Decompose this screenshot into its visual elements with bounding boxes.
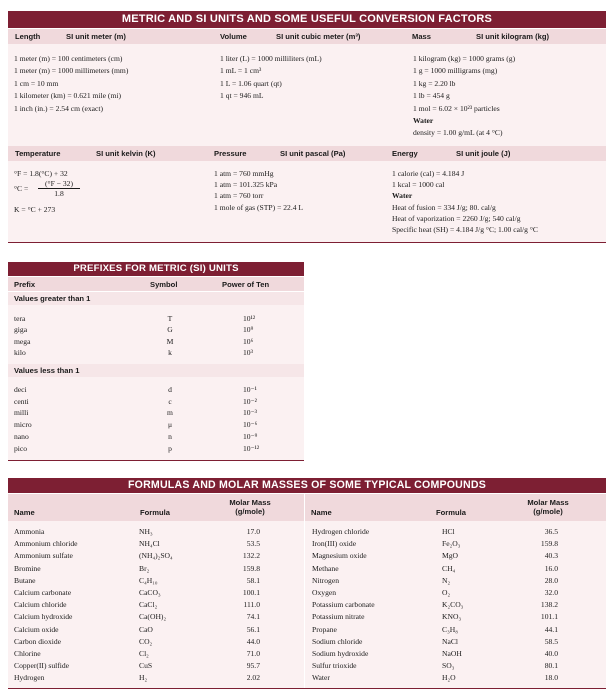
compounds-left-formulas xyxy=(139,526,173,685)
energy-header: Energy xyxy=(392,149,418,158)
compound-name: Propane xyxy=(312,624,337,634)
compound-name: Butane xyxy=(14,575,36,585)
compound-name: Calcium carbonate xyxy=(14,588,72,598)
compound-name: Calcium oxide xyxy=(14,624,59,634)
prefix-symbol: c xyxy=(168,396,172,406)
compound-mass: 28.0 xyxy=(544,575,558,585)
prefix-header: Prefix xyxy=(14,280,36,289)
compound-mass: 40.0 xyxy=(544,649,558,659)
energy-item: Specific heat (SH) = 4.184 J/g °C; 1.00 cal/g °C xyxy=(392,225,538,235)
compound-mass: 2.02 xyxy=(246,673,260,683)
compounds-header-row xyxy=(8,494,606,521)
energy-item: Heat of vaporization = 2260 J/g; 540 cal/g xyxy=(392,213,521,223)
prefix-name: mega xyxy=(14,336,31,346)
compound-mass: 44.0 xyxy=(246,636,260,646)
molar-mass-unit-header-left: (g/mole) xyxy=(235,507,265,516)
volume-item: 1 mL = 1 cm³ xyxy=(220,66,262,76)
prefix-name: micro xyxy=(14,420,32,430)
compound-name: Calcium hydroxide xyxy=(14,612,73,622)
compound-formula: O₂ xyxy=(442,588,451,598)
prefix-symbol: d xyxy=(168,385,172,394)
energy-item: 1 kcal = 1000 cal xyxy=(392,180,445,190)
compound-mass: 95.7 xyxy=(246,661,260,671)
compound-formula: HCl xyxy=(442,527,455,536)
compound-mass: 40.3 xyxy=(544,551,558,561)
prefix-power: 10⁻¹² xyxy=(243,443,260,453)
compounds-right-masses xyxy=(520,526,558,685)
volume-list xyxy=(220,53,322,103)
prefix-name: deci xyxy=(14,385,27,394)
compounds-title: FORMULAS AND MOLAR MASSES OF SOME TYPICAL COMPOUNDS xyxy=(8,478,606,493)
power-header: Power of Ten xyxy=(222,280,270,289)
compounds-right-formulas xyxy=(442,526,463,685)
length-item: 1 inch (in.) = 2.54 cm (exact) xyxy=(14,103,104,113)
energy-item: Heat of fusion = 334 J/g; 80. cal/g xyxy=(392,202,496,212)
mass-water-label: Water xyxy=(413,116,434,126)
less-than-1-label: Values less than 1 xyxy=(14,366,80,375)
pressure-item: 1 atm = 760 torr xyxy=(214,191,264,201)
prefix-power: 10⁶ xyxy=(243,336,254,346)
prefix-name: giga xyxy=(14,325,28,335)
symbol-header: Symbol xyxy=(150,280,178,289)
compound-formula: CaCO₃ xyxy=(139,588,161,598)
compound-formula: MgO xyxy=(442,551,459,561)
prefix-symbol: p xyxy=(168,443,172,453)
compound-formula: H₂O xyxy=(442,673,456,683)
temperature-item: °F = 1.8(°C) + 32 xyxy=(14,169,68,178)
prefix-symbol: μ xyxy=(167,420,173,430)
temperature-c-label: °C = xyxy=(14,184,29,193)
prefix-power: 10⁻³ xyxy=(243,408,257,418)
mass-item: density = 1.00 g/mL (at 4 °C) xyxy=(413,128,503,138)
mass-si-header: SI unit kilogram (kg) xyxy=(476,32,549,41)
length-item: 1 cm = 10 mm xyxy=(14,78,59,88)
prefix-power: 10⁻² xyxy=(243,396,257,406)
compound-name: Sodium hydroxide xyxy=(312,649,369,659)
compounds-left-names xyxy=(14,526,77,685)
compound-formula: NaCl xyxy=(442,636,459,646)
prefix-symbol: n xyxy=(168,431,172,441)
compound-formula: CuS xyxy=(139,661,153,671)
compound-mass: 80.1 xyxy=(544,661,558,671)
compound-name: Sulfur trioxide xyxy=(312,661,357,671)
pressure-item: 1 atm = 760 mmHg xyxy=(214,169,274,178)
volume-header: Volume xyxy=(220,32,247,41)
name-header-right: Name xyxy=(311,508,332,517)
compound-name: Ammonium chloride xyxy=(14,539,78,549)
compound-formula: Br₂ xyxy=(139,563,150,573)
compound-formula: N₂ xyxy=(442,575,451,585)
compounds-left-masses xyxy=(222,526,260,685)
prefix-power: 10⁻¹ xyxy=(243,385,257,394)
molar-mass-header-right: Molar Mass xyxy=(527,498,569,507)
prefix-name: pico xyxy=(14,443,28,453)
temperature-header: Temperature xyxy=(15,149,61,158)
compound-name: Water xyxy=(312,673,330,683)
prefix-symbol: T xyxy=(167,314,173,323)
metric-header-row-2 xyxy=(8,146,606,161)
compound-name: Carbon dioxide xyxy=(14,636,62,646)
compound-name: Bromine xyxy=(14,563,41,573)
compound-mass: 36.5 xyxy=(544,527,558,536)
length-item: 1 kilometer (km) = 0.621 mile (mi) xyxy=(14,91,121,101)
pressure-item: 1 atm = 101.325 kPa xyxy=(214,180,278,190)
energy-list xyxy=(392,168,538,235)
compound-formula: CH₄ xyxy=(442,563,456,573)
compound-mass: 58.1 xyxy=(246,575,260,585)
compound-name: Calcium chloride xyxy=(14,600,67,610)
compound-name: Hydrogen chloride xyxy=(312,527,370,536)
temperature-formula-c xyxy=(14,179,73,199)
compound-formula: (NH₄)₂SO₄ xyxy=(139,551,173,561)
temperature-item: K = °C + 273 xyxy=(14,205,56,214)
energy-si-header: SI unit joule (J) xyxy=(456,149,511,158)
compounds-body xyxy=(8,521,606,688)
prefix-power: 10⁹ xyxy=(243,325,254,335)
energy-water-label: Water xyxy=(392,191,413,201)
compound-mass: 71.0 xyxy=(246,649,260,659)
length-item: 1 meter (m) = 1000 millimeters (mm) xyxy=(14,66,129,76)
prefix-power: 10⁻⁹ xyxy=(243,431,258,441)
compound-formula: CaO xyxy=(139,624,153,634)
molar-mass-header-left: Molar Mass xyxy=(229,498,271,507)
compound-name: Ammonium sulfate xyxy=(14,551,73,561)
compound-mass: 159.8 xyxy=(540,539,558,549)
prefix-symbol: G xyxy=(167,325,173,335)
greater-symbol-col xyxy=(160,313,180,359)
length-si-header: SI unit meter (m) xyxy=(66,32,126,41)
compound-mass: 32.0 xyxy=(544,588,558,598)
prefixes-title: PREFIXES FOR METRIC (SI) UNITS xyxy=(8,262,304,276)
compound-name: Iron(III) oxide xyxy=(312,539,357,549)
temperature-si-header: SI unit kelvin (K) xyxy=(96,149,156,158)
compound-formula: Cl₂ xyxy=(139,649,149,659)
prefix-name: tera xyxy=(14,314,26,323)
compound-mass: 44.1 xyxy=(544,624,558,634)
energy-item: 1 calorie (cal) = 4.184 J xyxy=(392,169,465,178)
length-header: Length xyxy=(15,32,41,41)
compound-name: Ammonia xyxy=(14,527,45,536)
prefix-symbol: k xyxy=(168,348,172,358)
greater-than-1-label-bar xyxy=(8,292,304,305)
formula-header-right: Formula xyxy=(436,508,466,517)
mass-item: 1 kg = 2.20 lb xyxy=(413,78,456,88)
compound-name: Copper(II) sulfide xyxy=(14,661,70,671)
compounds-bottom-rule xyxy=(8,688,606,689)
mass-item: 1 kilogram (kg) = 1000 grams (g) xyxy=(413,54,516,63)
prefixes-bottom-rule xyxy=(8,460,304,461)
volume-item: 1 L = 1.06 quart (qt) xyxy=(220,78,282,88)
prefixes-less-body xyxy=(8,377,304,460)
compound-formula: C₄H₁₀ xyxy=(139,575,158,585)
compound-name: Sodium chloride xyxy=(312,636,363,646)
pressure-si-header: SI unit pascal (Pa) xyxy=(280,149,346,158)
prefixes-header-row xyxy=(8,277,304,291)
less-symbol-col xyxy=(160,384,180,454)
compound-mass: 101.1 xyxy=(540,612,558,622)
molar-mass-unit-header-right: (g/mole) xyxy=(533,507,563,516)
less-than-1-label-bar xyxy=(8,364,304,377)
less-prefix-col xyxy=(14,384,32,454)
compound-mass: 58.5 xyxy=(544,636,558,646)
compound-mass: 159.8 xyxy=(242,563,260,573)
compound-name: Magnesium oxide xyxy=(312,551,367,561)
pressure-header: Pressure xyxy=(214,149,247,158)
compound-mass: 138.2 xyxy=(540,600,558,610)
temperature-fraction-num: (°F − 32) xyxy=(38,179,80,189)
compound-formula: CaCl₂ xyxy=(139,600,158,610)
compound-formula: NaOH xyxy=(442,649,462,659)
compound-name: Hydrogen xyxy=(14,673,45,683)
compound-mass: 56.1 xyxy=(246,624,260,634)
prefixes-greater-body xyxy=(8,305,304,364)
metric-header-row xyxy=(8,29,606,44)
length-list xyxy=(14,53,128,115)
compound-mass: 100.1 xyxy=(242,588,260,598)
volume-item: 1 qt = 946 mL xyxy=(220,91,264,101)
mass-header: Mass xyxy=(412,32,431,41)
metric-bottom-rule xyxy=(8,242,606,243)
prefix-power: 10³ xyxy=(243,348,253,358)
compound-name: Oxygen xyxy=(312,588,337,598)
mass-item: 1 lb = 454 g xyxy=(413,91,450,101)
name-header-left: Name xyxy=(14,508,35,517)
compound-formula: KNO₃ xyxy=(442,612,462,622)
compound-formula: Ca(OH)₂ xyxy=(139,612,167,622)
compound-mass: 132.2 xyxy=(242,551,260,561)
compound-name: Nitrogen xyxy=(312,575,339,585)
compound-mass: 16.0 xyxy=(544,563,558,573)
prefix-name: nano xyxy=(14,431,29,441)
prefix-name: kilo xyxy=(14,348,26,358)
compounds-right-names xyxy=(312,526,375,685)
volume-si-header: SI unit cubic meter (m³) xyxy=(276,32,361,41)
compound-mass: 17.0 xyxy=(246,527,260,536)
compound-formula: NH₃ xyxy=(139,527,153,536)
greater-prefix-col xyxy=(14,313,30,359)
compound-name: Chlorine xyxy=(14,649,41,659)
compounds-column-divider xyxy=(304,494,305,688)
prefix-symbol: M xyxy=(166,336,174,346)
compound-formula: H₂ xyxy=(139,673,148,683)
compound-formula: Fe₂O₃ xyxy=(442,539,461,549)
prefix-symbol: m xyxy=(167,408,173,418)
compound-formula: NH₄Cl xyxy=(139,539,160,549)
formula-header-left: Formula xyxy=(140,508,170,517)
prefix-power: 10¹² xyxy=(243,314,256,323)
mass-list xyxy=(413,53,515,140)
greater-than-1-label: Values greater than 1 xyxy=(14,294,91,303)
compound-mass: 111.0 xyxy=(243,600,260,610)
greater-power-col xyxy=(243,313,255,359)
compound-formula: K₂CO₃ xyxy=(442,600,464,610)
compound-mass: 74.1 xyxy=(246,612,260,622)
mass-item: 1 mol = 6.02 × 10²³ particles xyxy=(413,103,500,113)
compound-formula: SO₃ xyxy=(442,661,455,671)
metric-title: METRIC AND SI UNITS AND SOME USEFUL CONVERSION FACTORS xyxy=(8,11,606,28)
compound-mass: 53.5 xyxy=(246,539,260,549)
prefix-name: milli xyxy=(14,408,29,418)
compound-mass: 18.0 xyxy=(544,673,558,683)
compound-formula: C₃H₈ xyxy=(442,624,458,634)
temperature-list xyxy=(14,168,73,214)
pressure-list xyxy=(214,168,303,213)
volume-item: 1 liter (L) = 1000 milliliters (mL) xyxy=(220,54,322,63)
less-power-col xyxy=(243,384,259,454)
compound-formula: CO₂ xyxy=(139,636,153,646)
compound-name: Methane xyxy=(312,563,339,573)
compound-name: Potassium nitrate xyxy=(312,612,365,622)
mass-item: 1 g = 1000 milligrams (mg) xyxy=(413,66,498,76)
temperature-fraction-den: 1.8 xyxy=(54,189,64,198)
prefix-power: 10⁻⁶ xyxy=(243,420,258,430)
length-item: 1 meter (m) = 100 centimeters (cm) xyxy=(14,54,123,63)
compound-name: Potassium carbonate xyxy=(312,600,375,610)
pressure-item: 1 mole of gas (STP) = 22.4 L xyxy=(214,202,304,212)
prefix-name: centi xyxy=(14,396,29,406)
